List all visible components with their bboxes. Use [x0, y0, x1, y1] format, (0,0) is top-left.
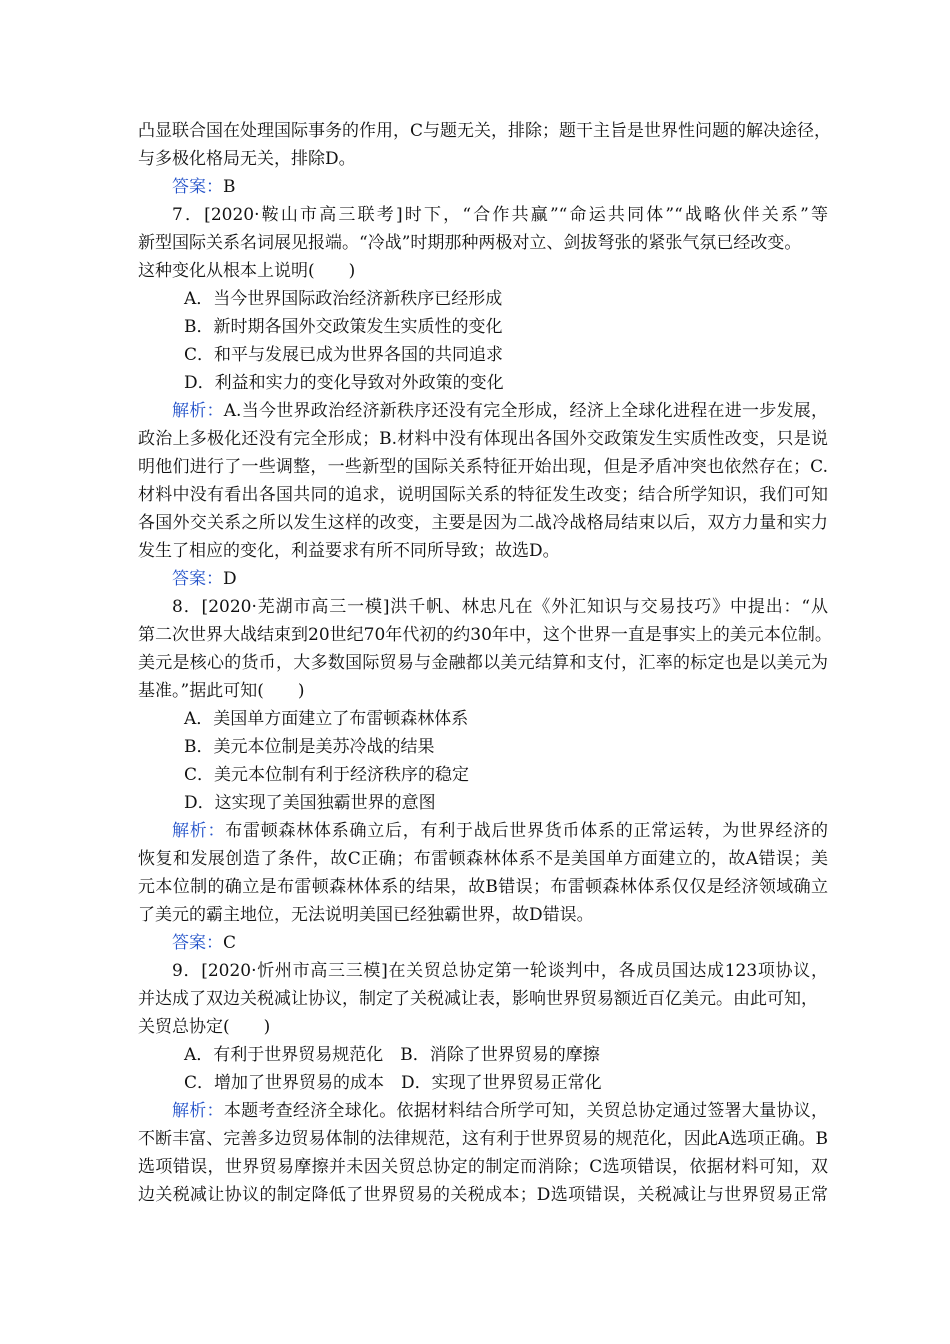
- line-text: 了美元的霸主地位，无法说明美国已经独霸世界，故D错误。: [138, 905, 594, 925]
- text-line: [138, 201, 828, 229]
- line-text: B．新时期各国外交政策发生实质性的变化: [184, 317, 503, 337]
- answer-label: 解析：: [172, 821, 226, 841]
- text-line: [138, 1097, 828, 1125]
- document-page: [138, 117, 832, 1209]
- line-text: 政治上多极化还没有完全形成；B.材料中没有体现出各国外交政策发生实质性改变，只是说: [138, 429, 828, 449]
- line-text: 恢复和发展创造了条件，故C正确；布雷顿森林体系不是美国单方面建立的，故A错误；美: [138, 849, 828, 869]
- line-text: 美元是核心的货币，大多数国际贸易与金融都以美元结算和支付，汇率的标定也是以美元为: [138, 653, 828, 673]
- text-line: [138, 1181, 828, 1209]
- text-line: [138, 621, 832, 649]
- line-text: C．增加了世界贸易的成本 D．实现了世界贸易正常化: [184, 1073, 602, 1093]
- text-line: [138, 1153, 828, 1181]
- line-text: A．当今世界国际政治经济新秩序已经形成: [184, 289, 503, 309]
- text-line: [138, 677, 828, 705]
- line-text: 元本位制的确立是布雷顿森林体系的结果，故B错误；布雷顿森林体系仅仅是经济领域确立: [138, 877, 828, 897]
- text-line: [138, 341, 828, 369]
- text-line: [138, 1125, 828, 1153]
- text-line: [138, 733, 828, 761]
- line-text: 布雷顿森林体系确立后，有利于战后世界货币体系的正常运转，为世界经济的: [225, 821, 828, 841]
- answer-label: 解析：: [172, 1101, 224, 1121]
- text-line: [138, 145, 828, 173]
- text-line: [138, 901, 828, 929]
- text-line: [138, 817, 828, 845]
- text-line: [138, 1069, 828, 1097]
- text-line: [138, 425, 828, 453]
- line-text: 各国外交关系之所以发生这样的改变，主要是因为二战冷战格局结束以后，双方力量和实力: [138, 513, 828, 533]
- line-text: C．和平与发展已成为世界各国的共同追求: [184, 345, 504, 365]
- text-line: [138, 985, 828, 1013]
- answer-label: 解析：: [172, 401, 224, 421]
- text-line: [138, 705, 828, 733]
- text-line: [138, 761, 828, 789]
- text-line: [138, 845, 828, 873]
- line-text: 材料中没有看出各国共同的追求，说明国际关系的特征发生改变；结合所学知识，我们可知: [138, 485, 828, 505]
- line-text: 基准。”据此可知( ): [138, 681, 305, 701]
- line-text: 凸显联合国在处理国际事务的作用，C与题无关，排除；题干主旨是世界性问题的解决途径，: [138, 121, 832, 141]
- line-text: 发生了相应的变化，利益要求有所不同所导致；故选D。: [138, 541, 560, 561]
- line-text: B: [223, 177, 236, 197]
- text-line: [138, 929, 828, 957]
- text-line: [138, 481, 828, 509]
- text-line: [138, 285, 828, 313]
- line-text: C．美元本位制有利于经济秩序的稳定: [184, 765, 470, 785]
- line-text: 边关税减让协议的制定降低了世界贸易的关税成本；D选项错误，关税减让与世界贸易正常: [138, 1185, 828, 1205]
- line-text: 8．[2020·芜湖市高三一模]洪千帆、林忠凡在《外汇知识与交易技巧》中提出：“从: [172, 597, 828, 617]
- line-text: 第二次世界大战结束到20世纪70年代初的约30年中，这个世界一直是事实上的美元本位制。: [138, 625, 832, 645]
- answer-label: 答案：: [172, 933, 223, 953]
- text-line: [138, 369, 828, 397]
- line-text: 选项错误，世界贸易摩擦并未因关贸总协定的制定而消除；C选项错误，依据材料可知，双: [138, 1157, 828, 1177]
- text-line: [138, 229, 828, 257]
- text-line: [138, 509, 828, 537]
- answer-label: 答案：: [172, 569, 223, 589]
- line-text: D．这实现了美国独霸世界的意图: [184, 793, 436, 813]
- line-text: 明他们进行了一些调整，一些新型的国际关系特征开始出现，但是矛盾冲突也依然存在；C.: [138, 457, 828, 477]
- text-line: [138, 453, 828, 481]
- line-text: 并达成了双边关税减让协议，制定了关税减让表，影响世界贸易额近百亿美元。由此可知，: [138, 989, 818, 1009]
- line-text: A．有利于世界贸易规范化 B．消除了世界贸易的摩擦: [184, 1045, 600, 1065]
- line-text: C: [223, 933, 237, 953]
- text-line: [138, 1041, 828, 1069]
- text-line: [138, 789, 828, 817]
- text-line: [138, 537, 828, 565]
- line-text: 7．[2020·鞍山市高三联考]时下，“合作共赢”“命运共同体”“战略伙伴关系”等: [172, 205, 828, 225]
- text-line: [138, 117, 832, 145]
- text-line: [138, 1013, 828, 1041]
- line-text: 不断丰富、完善多边贸易体制的法律规范，这有利于世界贸易的规范化，因此A选项正确。B: [138, 1129, 828, 1149]
- line-text: A．美国单方面建立了布雷顿森林体系: [184, 709, 469, 729]
- text-line: [138, 397, 828, 425]
- line-text: 与多极化格局无关，排除D。: [138, 149, 356, 169]
- line-text: D．利益和实力的变化导致对外政策的变化: [184, 373, 504, 393]
- text-line: [138, 565, 828, 593]
- line-text: 9．[2020·忻州市高三三模]在关贸总协定第一轮谈判中，各成员国达成123项协议，: [172, 961, 828, 981]
- text-line: [138, 957, 828, 985]
- text-line: [138, 649, 828, 677]
- line-text: 关贸总协定( ): [138, 1017, 271, 1037]
- line-text: 新型国际关系名词展见报端。“冷战”时期那种两极对立、剑拔弩张的紧张气氛已经改变。: [138, 233, 802, 253]
- line-text: D: [223, 569, 237, 589]
- line-text: 这种变化从根本上说明( ): [138, 261, 356, 281]
- line-text: A.当今世界政治经济新秩序还没有完全形成，经济上全球化进程在进一步发展，: [223, 401, 829, 421]
- text-line: [138, 593, 828, 621]
- text-line: [138, 873, 828, 901]
- line-text: B．美元本位制是美苏冷战的结果: [184, 737, 435, 757]
- answer-label: 答案：: [172, 177, 223, 197]
- text-line: [138, 173, 828, 201]
- line-text: 本题考查经济全球化。依据材料结合所学可知，关贸总协定通过签署大量协议，: [223, 1101, 829, 1121]
- text-line: [138, 313, 828, 341]
- text-line: [138, 257, 828, 285]
